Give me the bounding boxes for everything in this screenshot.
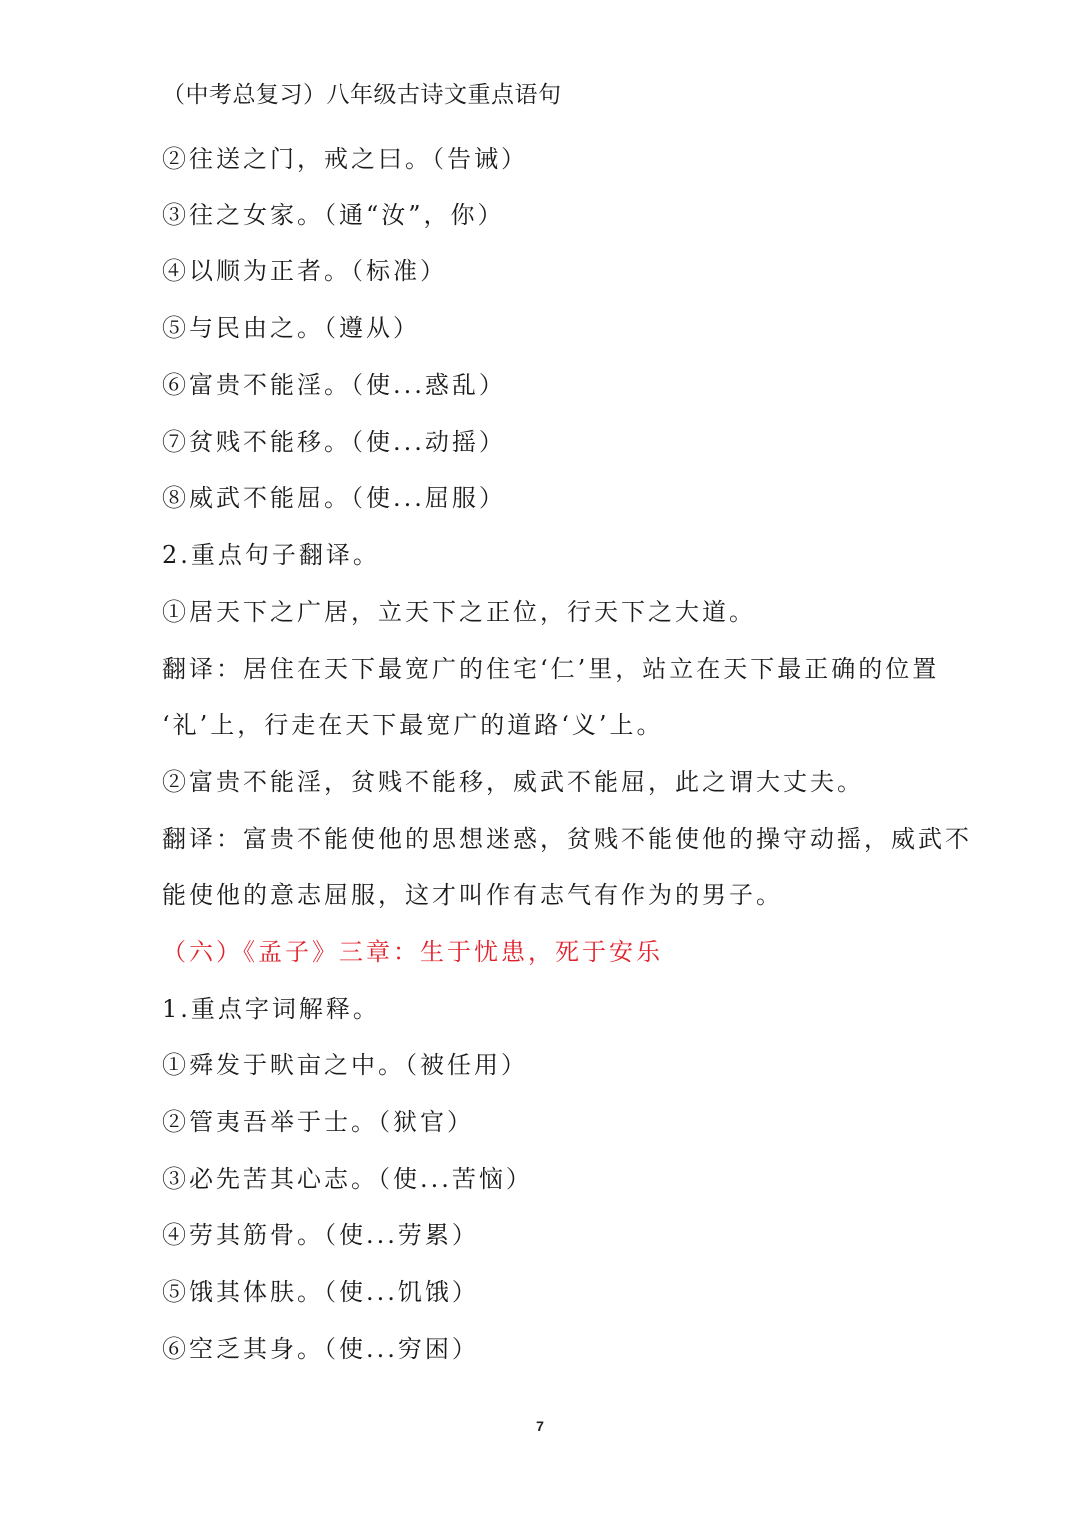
page-header: （中考总复习）八年级古诗文重点语句 xyxy=(162,82,562,108)
text-line: ①居天下之广居，立天下之正位，行天下之大道。 xyxy=(162,598,756,626)
text-line: ⑤饿其体肤。（使...饥饿） xyxy=(162,1278,479,1306)
text-line: ②管夷吾举于士。（狱官） xyxy=(162,1108,474,1136)
text-line: ③往之女家。（通“汝”，你） xyxy=(162,201,505,229)
text-line: ⑦贫贱不能移。（使...动摇） xyxy=(162,428,506,456)
text-line: ④劳其筋骨。（使...劳累） xyxy=(162,1221,479,1249)
text-line: ②往送之门，戒之曰。（告诫） xyxy=(162,145,528,173)
text-line: ⑥空乏其身。（使...穷困） xyxy=(162,1335,479,1363)
text-line: ①舜发于畎亩之中。（被任用） xyxy=(162,1051,528,1079)
section-heading: （六）《孟子》三章：生于忧患，死于安乐 xyxy=(162,938,663,966)
text-line: ⑤与民由之。（遵从） xyxy=(162,314,420,342)
translation-line: 能使他的意志屈服，这才叫作有志气有作为的男子。 xyxy=(162,881,783,909)
text-line: ②富贵不能淫，贫贱不能移，威武不能屈，此之谓大丈夫。 xyxy=(162,768,864,796)
text-line: ③必先苦其心志。（使...苦恼） xyxy=(162,1165,533,1193)
text-line: ⑥富贵不能淫。（使...惑乱） xyxy=(162,371,506,399)
subheading: 1.重点字词解释。 xyxy=(162,995,380,1023)
translation-line: ‘礼’上，行走在天下最宽广的道路‘义’上。 xyxy=(162,711,664,739)
translation-line: 翻译：富贵不能使他的思想迷惑，贫贱不能使他的操守动摇，威武不 xyxy=(162,825,972,853)
text-line: ⑧威武不能屈。（使...屈服） xyxy=(162,484,506,512)
translation-line: 翻译：居住在天下最宽广的住宅‘仁’里，站立在天下最正确的位置 xyxy=(162,655,940,683)
page-number: 7 xyxy=(536,1418,544,1434)
subheading: 2.重点句子翻译。 xyxy=(162,541,380,569)
text-line: ④以顺为正者。（标准） xyxy=(162,257,447,285)
